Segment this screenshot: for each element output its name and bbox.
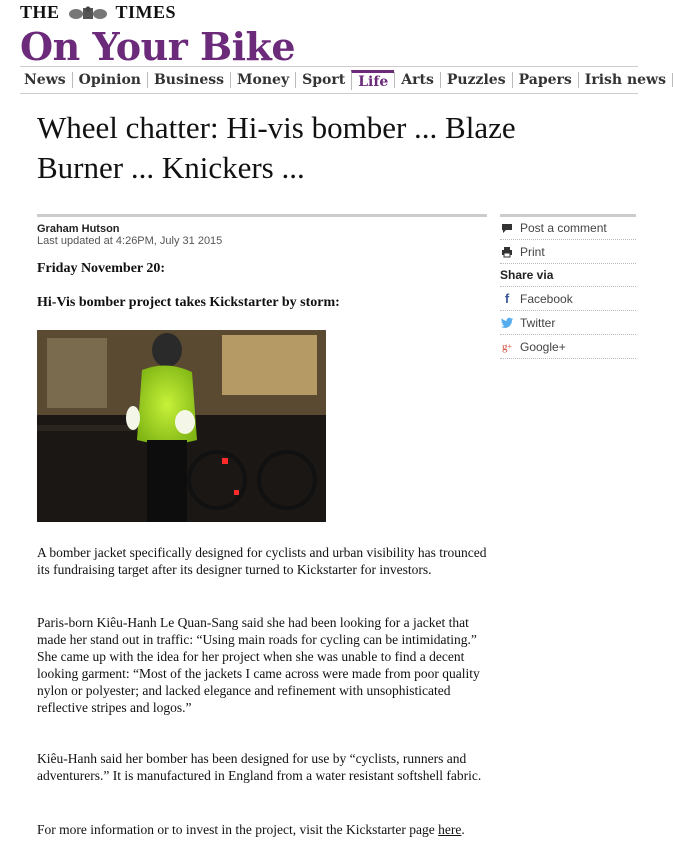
share-twitter-button[interactable]	[500, 311, 636, 335]
post-comment-label: Post a comment	[520, 220, 607, 235]
article-headline: Wheel chatter: Hi-vis bomber ... Blaze Burner ... Knickers ...	[37, 110, 516, 185]
body-paragraph-final	[37, 821, 487, 838]
date-heading: Friday November 20:	[37, 261, 166, 276]
print-button[interactable]	[500, 240, 636, 264]
royal-crest-icon	[64, 6, 112, 20]
body-paragraph: Paris-born Kiêu-Hanh Le Quan-Sang said she had been looking for a jacket that made her stand out in traffic: “Using main roads for cycling can be intimidating.” She came up with the idea for her project when she was unable to find a decent looking garment: “Most of the jackets I came across were made from poor quality nylon or polyester; and lacked elegance and refinement with unsophisticated reflective stripes and logos.”	[37, 615, 480, 715]
article-sidebar	[500, 216, 636, 359]
share-facebook-button[interactable]	[500, 287, 636, 311]
final-paragraph-text: For more information or to invest in the project, visit the Kickstarter page	[37, 822, 439, 837]
author-name[interactable]: Graham Hutson	[37, 223, 120, 235]
article-photo	[37, 330, 326, 522]
nav-item-irish-news[interactable]: Irish news	[578, 72, 672, 88]
share-via-heading: Share via	[500, 264, 636, 287]
print-label: Print	[520, 244, 545, 259]
twitter-label: Twitter	[520, 315, 556, 330]
google-label: Google+	[520, 339, 566, 354]
facebook-icon: f	[504, 291, 510, 306]
share-google-button[interactable]	[500, 335, 636, 359]
nav-item-life[interactable]: Life	[351, 70, 394, 90]
nav-item-puzzles[interactable]: Puzzles	[440, 72, 512, 88]
times-masthead[interactable]	[20, 2, 176, 23]
nav-item-papers[interactable]: Papers	[512, 72, 578, 88]
google-plus-icon: g +	[501, 340, 512, 353]
nav-item-business[interactable]: Business	[147, 72, 230, 88]
masthead-times: TIMES	[115, 2, 177, 22]
comment-icon	[500, 221, 514, 235]
blog-title[interactable]: On Your Bike	[20, 24, 296, 69]
section-nav	[20, 66, 666, 94]
masthead-the: THE	[20, 2, 60, 22]
nav-item-news[interactable]: News	[24, 72, 66, 88]
last-updated: Last updated at 4:26PM, July 31 2015	[37, 235, 223, 247]
nav-item-sport[interactable]: Sport	[295, 72, 351, 88]
article-rule-left	[37, 214, 487, 217]
kickstarter-link[interactable]: here	[438, 822, 462, 837]
nav-item-opinion[interactable]: Opinion	[72, 72, 147, 88]
post-comment-button[interactable]	[500, 216, 636, 240]
byline	[37, 223, 222, 247]
subheading: Hi-Vis bomber project takes Kickstarter by storm:	[37, 295, 340, 310]
nav-item-money[interactable]: Money	[230, 72, 295, 88]
body-paragraph: A bomber jacket specifically designed for cyclists and urban visibility has trounced its fundraising target after its designer turned to Kickstarter for investors.	[37, 545, 487, 577]
nav-item-arts[interactable]: Arts	[394, 72, 440, 88]
printer-icon	[500, 245, 514, 259]
twitter-icon	[500, 316, 514, 330]
body-paragraph: Kiêu-Hanh said her bomber has been designed for use by “cyclists, runners and adventurers.” It is manufactured in England from a water resistant softshell fabric.	[37, 751, 482, 783]
facebook-label: Facebook	[520, 291, 573, 306]
final-paragraph-end: .	[461, 822, 465, 837]
